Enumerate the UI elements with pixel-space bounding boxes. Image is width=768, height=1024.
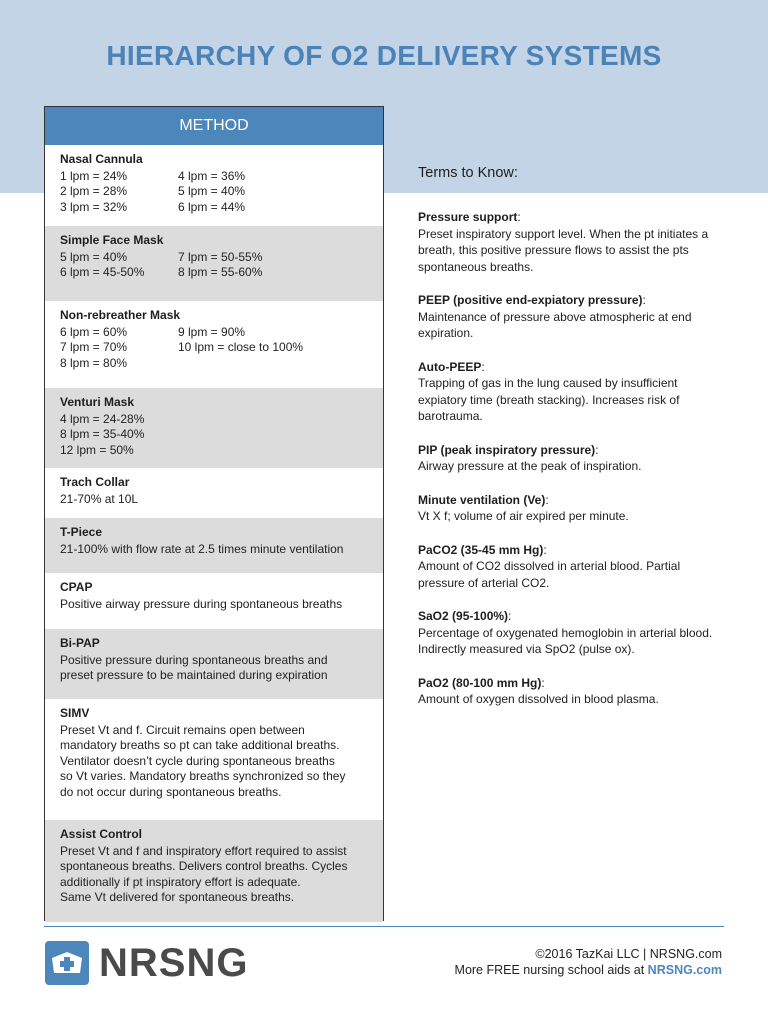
term-item: Pressure support: Preset inspiratory support level. When the pt initiates a breath, this positive pressure flows to assist the pts spontaneous breaths. bbox=[418, 209, 728, 275]
method-name: Nasal Cannula bbox=[60, 152, 143, 166]
term-definition: Maintenance of pressure above atmospheric at end expiration. bbox=[418, 309, 692, 340]
method-name: Trach Collar bbox=[60, 475, 130, 489]
method-name: T-Piece bbox=[60, 525, 103, 539]
method-name: Venturi Mask bbox=[60, 395, 135, 409]
flow-rate: 7 lpm = 50-55% bbox=[178, 249, 263, 264]
flow-rate: 5 lpm = 40% bbox=[60, 249, 128, 264]
method-row-non-rebreather-mask bbox=[45, 301, 383, 388]
method-detail: preset pressure to be maintained during expiration bbox=[60, 668, 328, 683]
method-detail: Preset Vt and f and inspiratory effort required to assist bbox=[60, 843, 347, 858]
term-name: Pressure support bbox=[418, 210, 518, 224]
flow-rate: 8 lpm = 35-40% bbox=[60, 427, 145, 442]
method-table bbox=[44, 106, 384, 921]
method-detail: mandatory breaths so pt can take additional breaths. bbox=[60, 738, 340, 753]
method-name: CPAP bbox=[60, 580, 93, 594]
method-row-t-piece bbox=[45, 518, 383, 573]
flow-rate: 2 lpm = 28% bbox=[60, 184, 128, 199]
term-name: PIP (peak inspiratory pressure) bbox=[418, 442, 596, 457]
flow-rate: 1 lpm = 24% bbox=[60, 168, 128, 183]
term-definition: Amount of CO2 dissolved in arterial blood. Partial pressure of arterial CO2. bbox=[418, 559, 681, 590]
terms-section bbox=[418, 165, 728, 725]
method-detail: Preset Vt and f. Circuit remains open between bbox=[60, 722, 305, 737]
method-name: SIMV bbox=[60, 706, 90, 720]
method-row-cpap bbox=[45, 573, 383, 629]
method-row-venturi-mask bbox=[45, 388, 383, 468]
term-name: SaO2 (95-100%) bbox=[418, 609, 509, 623]
method-detail: so Vt varies. Mandatory breaths synchronized so they bbox=[60, 769, 346, 784]
nrsng-logo[interactable] bbox=[45, 941, 248, 985]
term-name: Minute ventilation (Ve) bbox=[418, 492, 546, 507]
term-name: Auto-PEEP bbox=[418, 359, 482, 374]
method-name: Assist Control bbox=[60, 827, 143, 841]
term-name: PaO2 (80-100 mm Hg) bbox=[418, 675, 542, 690]
footer-divider bbox=[44, 926, 724, 927]
method-detail: spontaneous breaths. Delivers control breaths. Cycles bbox=[60, 859, 348, 874]
flow-rate: 6 lpm = 60% bbox=[60, 324, 128, 339]
flow-rate: 5 lpm = 40% bbox=[178, 184, 246, 199]
flow-rate: 10 lpm = close to 100% bbox=[178, 340, 304, 355]
flow-rate: 9 lpm = 90% bbox=[178, 324, 246, 339]
method-detail: additionally if pt inspiratory effort is adequate. bbox=[60, 874, 301, 889]
method-name: Non-rebreather Mask bbox=[60, 308, 181, 322]
term-definition: Amount of oxygen dissolved in blood plasma. bbox=[418, 692, 659, 706]
term-definition: Percentage of oxygenated hemoglobin in arterial blood. Indirectly measured via SpO2 (pulse ox). bbox=[418, 625, 713, 656]
term-item: Auto-PEEP: Trapping of gas in the lung caused by insufficient expiatory time (breath stacking). Increases risk of barotrauma. bbox=[418, 359, 728, 425]
flow-rate: 6 lpm = 45-50% bbox=[60, 265, 145, 280]
footer-info bbox=[455, 946, 722, 978]
term-definition: Trapping of gas in the lung caused by insufficient expiatory time (breath stacking). Increases risk of barotrauma. bbox=[418, 376, 680, 423]
term-definition: Airway pressure at the peak of inspiration. bbox=[418, 459, 642, 473]
method-row-assist-control bbox=[45, 820, 383, 922]
method-detail: Positive pressure during spontaneous breaths and bbox=[60, 652, 328, 667]
term-item: PaO2 (80-100 mm Hg): Amount of oxygen dissolved in blood plasma. bbox=[418, 675, 728, 708]
method-name: Bi-PAP bbox=[60, 636, 100, 650]
method-detail: do not occur during spontaneous breaths. bbox=[60, 784, 282, 799]
method-detail: Ventilator doesn’t cycle during spontaneous breaths bbox=[60, 753, 335, 768]
flow-rate: 8 lpm = 80% bbox=[60, 355, 128, 370]
flow-rate: 3 lpm = 32% bbox=[60, 199, 128, 214]
flow-rate: 6 lpm = 44% bbox=[178, 199, 246, 214]
flow-rate: 12 lpm = 50% bbox=[60, 442, 134, 457]
page-title: HIERARCHY OF O2 DELIVERY SYSTEMS bbox=[106, 40, 662, 71]
method-row-bi-pap bbox=[45, 629, 383, 699]
term-name: PaCO2 (35-45 mm Hg) bbox=[418, 542, 544, 557]
copyright-text: ©2016 TazKai LLC | NRSNG.com bbox=[535, 947, 722, 961]
term-item: PaCO2 (35-45 mm Hg): Amount of CO2 dissolved in arterial blood. Partial pressure of arterial CO2. bbox=[418, 542, 728, 592]
term-name: PEEP (positive end-expiatory pressure) bbox=[418, 293, 643, 307]
method-row-trach-collar bbox=[45, 468, 383, 518]
method-name: Simple Face Mask bbox=[60, 233, 164, 247]
method-detail: Positive airway pressure during spontaneous breaths bbox=[60, 596, 343, 611]
method-row-nasal-cannula bbox=[45, 145, 383, 226]
method-detail: 21-100% with flow rate at 2.5 times minute ventilation bbox=[60, 541, 344, 556]
flow-rate: 7 lpm = 70% bbox=[60, 340, 128, 355]
term-item: Minute ventilation (Ve): Vt X f; volume of air expired per minute. bbox=[418, 492, 728, 525]
term-definition: Preset inspiratory support level. When the pt initiates a breath, this positive pressure flows to assist the pts spontaneous breaths. bbox=[418, 226, 709, 274]
method-detail: Same Vt delivered for spontaneous breaths. bbox=[60, 890, 295, 905]
method-row-simv bbox=[45, 699, 383, 820]
nrsng-link[interactable]: NRSNG.com bbox=[647, 963, 722, 977]
flow-rate: 4 lpm = 36% bbox=[178, 168, 246, 183]
logo-text: NRSNG bbox=[99, 941, 249, 985]
nurse-cap-icon bbox=[45, 941, 89, 985]
flow-rate: 4 lpm = 24-28% bbox=[60, 411, 145, 426]
terms-heading: Terms to Know: bbox=[418, 165, 518, 181]
flow-rate: 8 lpm = 55-60% bbox=[178, 265, 263, 280]
method-row-simple-face-mask bbox=[45, 226, 383, 301]
term-definition: Vt X f; volume of air expired per minute. bbox=[418, 509, 629, 523]
promo-text: More FREE nursing school aids at bbox=[454, 963, 648, 977]
term-item: PIP (peak inspiratory pressure): Airway pressure at the peak of inspiration. bbox=[418, 442, 728, 475]
method-detail: 21-70% at 10L bbox=[60, 491, 139, 506]
term-item: SaO2 (95-100%): Percentage of oxygenated hemoglobin in arterial blood. Indirectly measured via SpO2 (pulse ox). bbox=[418, 608, 728, 658]
method-header: METHOD bbox=[45, 106, 383, 145]
term-item: PEEP (positive end-expiatory pressure): Maintenance of pressure above atmospheric at end expiration. bbox=[418, 292, 728, 342]
